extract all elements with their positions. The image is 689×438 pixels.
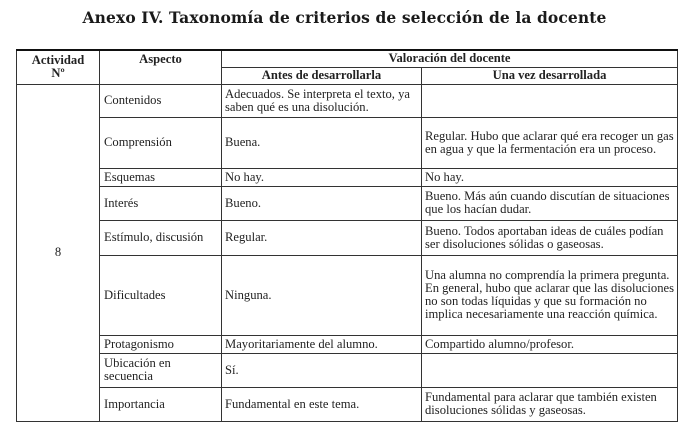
before-cell: No hay. bbox=[222, 168, 422, 186]
before-cell: Buena. bbox=[222, 117, 422, 168]
aspect-cell: Ubicación en secuencia bbox=[100, 353, 222, 387]
after-cell: Regular. Hubo que aclarar qué era recoger un gas en agua y que la fermentación era un proceso. bbox=[422, 117, 678, 168]
after-cell: Compartido alumno/profesor. bbox=[422, 335, 678, 353]
header-activity-line1: Actividad bbox=[31, 53, 85, 68]
before-cell: Sí. bbox=[222, 353, 422, 387]
criteria-table bbox=[16, 49, 678, 422]
aspect-cell: Importancia bbox=[100, 387, 222, 421]
after-cell: Bueno. Todos aportaban ideas de cuáles podían ser disoluciones sólidas o gaseosas. bbox=[422, 220, 678, 255]
aspect-cell: Contenidos bbox=[100, 84, 222, 117]
header-after: Una vez desarrollada bbox=[422, 67, 678, 84]
table-row bbox=[17, 117, 678, 168]
document-title: Anexo IV. Taxonomía de criterios de selección de la docente bbox=[82, 8, 607, 27]
aspect-cell: Estímulo, discusión bbox=[100, 220, 222, 255]
header-before: Antes de desarrollarla bbox=[222, 67, 422, 84]
before-cell: Regular. bbox=[222, 220, 422, 255]
aspect-cell: Esquemas bbox=[100, 168, 222, 186]
table-row bbox=[17, 84, 678, 117]
table-row bbox=[17, 387, 678, 421]
after-cell: Bueno. Más aún cuando discutían de situaciones que los hacían dudar. bbox=[422, 186, 678, 220]
aspect-cell: Dificultades bbox=[100, 255, 222, 335]
before-cell: Bueno. bbox=[222, 186, 422, 220]
header-assessment: Valoración del docente bbox=[222, 50, 678, 67]
aspect-cell: Interés bbox=[100, 186, 222, 220]
header-activity bbox=[17, 50, 100, 84]
header-activity-line2: Nº bbox=[51, 66, 65, 81]
after-cell bbox=[422, 84, 678, 117]
aspect-cell: Comprensión bbox=[100, 117, 222, 168]
after-cell: No hay. bbox=[422, 168, 678, 186]
before-cell: Mayoritariamente del alumno. bbox=[222, 335, 422, 353]
header-aspect: Aspecto bbox=[100, 50, 222, 84]
aspect-cell: Protagonismo bbox=[100, 335, 222, 353]
table-row bbox=[17, 220, 678, 255]
before-cell: Ninguna. bbox=[222, 255, 422, 335]
before-cell: Fundamental en este tema. bbox=[222, 387, 422, 421]
after-cell: Fundamental para aclarar que también existen disoluciones sólidas y gaseosas. bbox=[422, 387, 678, 421]
table-row bbox=[17, 353, 678, 387]
table-row bbox=[17, 255, 678, 335]
before-cell: Adecuados. Se interpreta el texto, ya saben qué es una disolución. bbox=[222, 84, 422, 117]
table-row bbox=[17, 168, 678, 186]
activity-number: 8 bbox=[17, 84, 100, 421]
after-cell bbox=[422, 353, 678, 387]
table-row bbox=[17, 186, 678, 220]
table-row bbox=[17, 335, 678, 353]
after-cell: Una alumna no comprendía la primera pregunta. En general, hubo que aclarar que las disoluciones no son todas líquidas y que su formación no implica necesariamente una reacción química. bbox=[422, 255, 678, 335]
